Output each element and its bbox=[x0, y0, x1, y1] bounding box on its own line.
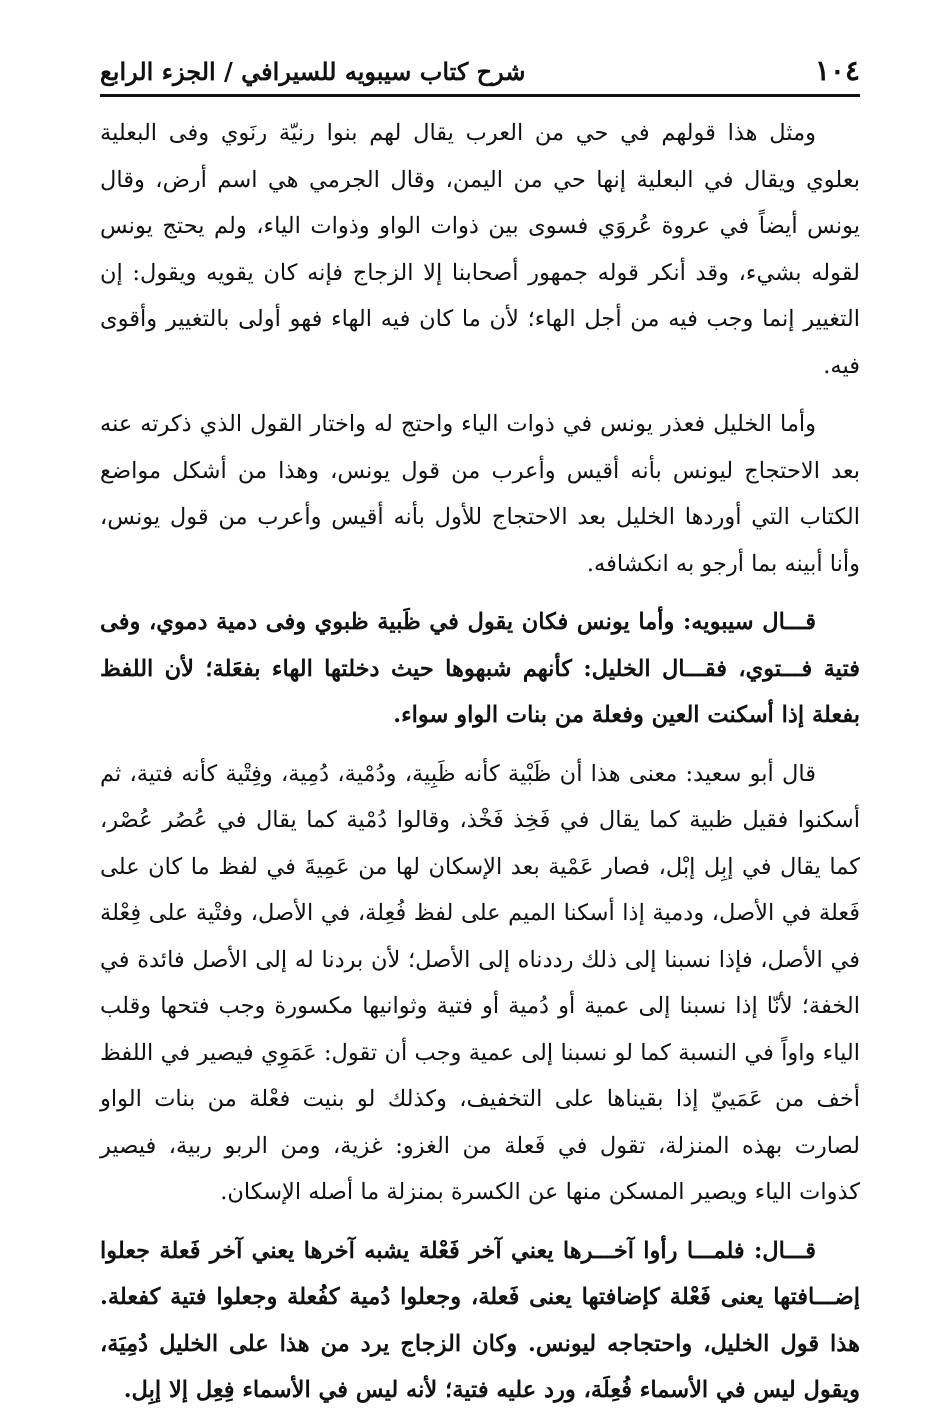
paragraph-1: ومثل هذا قولهم في حي من العرب يقال لهم بنوا رنيّة رنَوي وفى البعلية بعلوي ويقال في البعلية إنها حي من اليمن، وقال الجرمي هي اسم أرض، وقال يونس أيضاً في عروة عُروَي فسوى بين ذوات الواو وذوات الياء، ولم يحتج يونس لقوله بشيء، وقد أنكر قوله جمهور أصحابنا إلا الزجاج فإنه كان يقويه ويقول: إن التغيير إنما وجب فيه من أجل الهاء؛ لأن ما كان فيه الهاء فهو أولى بالتغيير وأقوى فيه. bbox=[100, 120, 860, 379]
paragraph-4-commentary: قال أبو سعيد: معنى هذا أن ظَبْية كأنه ظَبِية، ودُمْية، دُمِية، وفِتْية كأنه فتية، ثم أسكنوا فقيل ظبية كما يقال في فَخِذ فَخْذ، وقالوا دُمْية كما يقال في عُصُر عُصْر، كما يقال في إبِل إبْل، فصار عَمْية بعد الإسكان لها من عَمِيةَ في لفظ ما كان على فَعلة في الأصل، ودمية إذا أسكنا الميم على لفظ فُعِلة، في الأصل، وفتْية على فِعْلة في الأصل، فإذا نسبنا إلى ذلك رددناه إلى الأصل؛ لأن بردنا له إلى الأصل فائدة في الخفة؛ لأنّا إذا نسبنا إلى عمية أو دُمية أو فتية وثوانيها مكسورة وجب فتحها وقلب الياء واواً في النسبة كما لو نسبنا إلى عمية وجب أن تقول: عَمَوِي فيصير في اللفظ أخف من عَمَييّ إذا بقيناها على التخفيف، وكذلك لو بنيت فعْلة من بنات الواو لصارت بهذه المنزلة، تقول في فَعلة من الغزو: غزية، ومن الربو ربية، فيصير كذوات الياء ويصير المسكن منها عن الكسرة بمنزلة ما أصله الإسكان. bbox=[100, 760, 860, 1205]
paragraph-2: وأما الخليل فعذر يونس في ذوات الياء واحتج له واختار القول الذي ذكرته عنه بعد الاحتجاج ليونس بأنه أقيس وأعرب من قول يونس، وهذا من أشكل مواضع الكتاب التي أوردها الخليل بعد الاحتجاج للأول بأنه أقيس وأعرب من قول يونس، وأنا أبينه بما أرجو به انكشافه. bbox=[100, 411, 860, 577]
page-number: ١٠٤ bbox=[814, 54, 860, 87]
header-rule bbox=[100, 94, 860, 97]
page-header bbox=[100, 52, 860, 92]
paragraph-5-quote: قـــال: فلمـــا رأوا آخـــرها يعني آخر فَعْلة يشبه آخرها يعني آخر فَعلة جعلوا إضـــافتها يعنى فَعْلة كإضافتها يعنى فَعلة، وجعلوا دُمية كفُعلة وجعلوا فتية كفعلة. هذا قول الخليل، واحتجاجه ليونس. وكان الزجاج يرد من هذا على الخليل دُمِيَة، ويقول ليس في الأسماء فُعِلَة، ورد عليه فتية؛ لأنه ليس في الأسماء فِعِل إلا إبِل. bbox=[100, 1237, 860, 1403]
paragraph-3-sibawayh-quote: قـــال سيبويه: وأما يونس فكان يقول في ظَبية ظبوي وفى دمية دموي، وفى فتية فـــتوي، فقـــال الخليل: كأنهم شبهوها حيث دخلتها الهاء بفعَلة؛ لأن اللفظ بفعلة إذا أسكنت العين وفعلة من بنات الواو سواء. bbox=[100, 609, 860, 728]
running-title: شرح كتاب سيبويه للسيرافي / الجزء الرابع bbox=[100, 57, 526, 86]
page-body bbox=[100, 110, 860, 1426]
